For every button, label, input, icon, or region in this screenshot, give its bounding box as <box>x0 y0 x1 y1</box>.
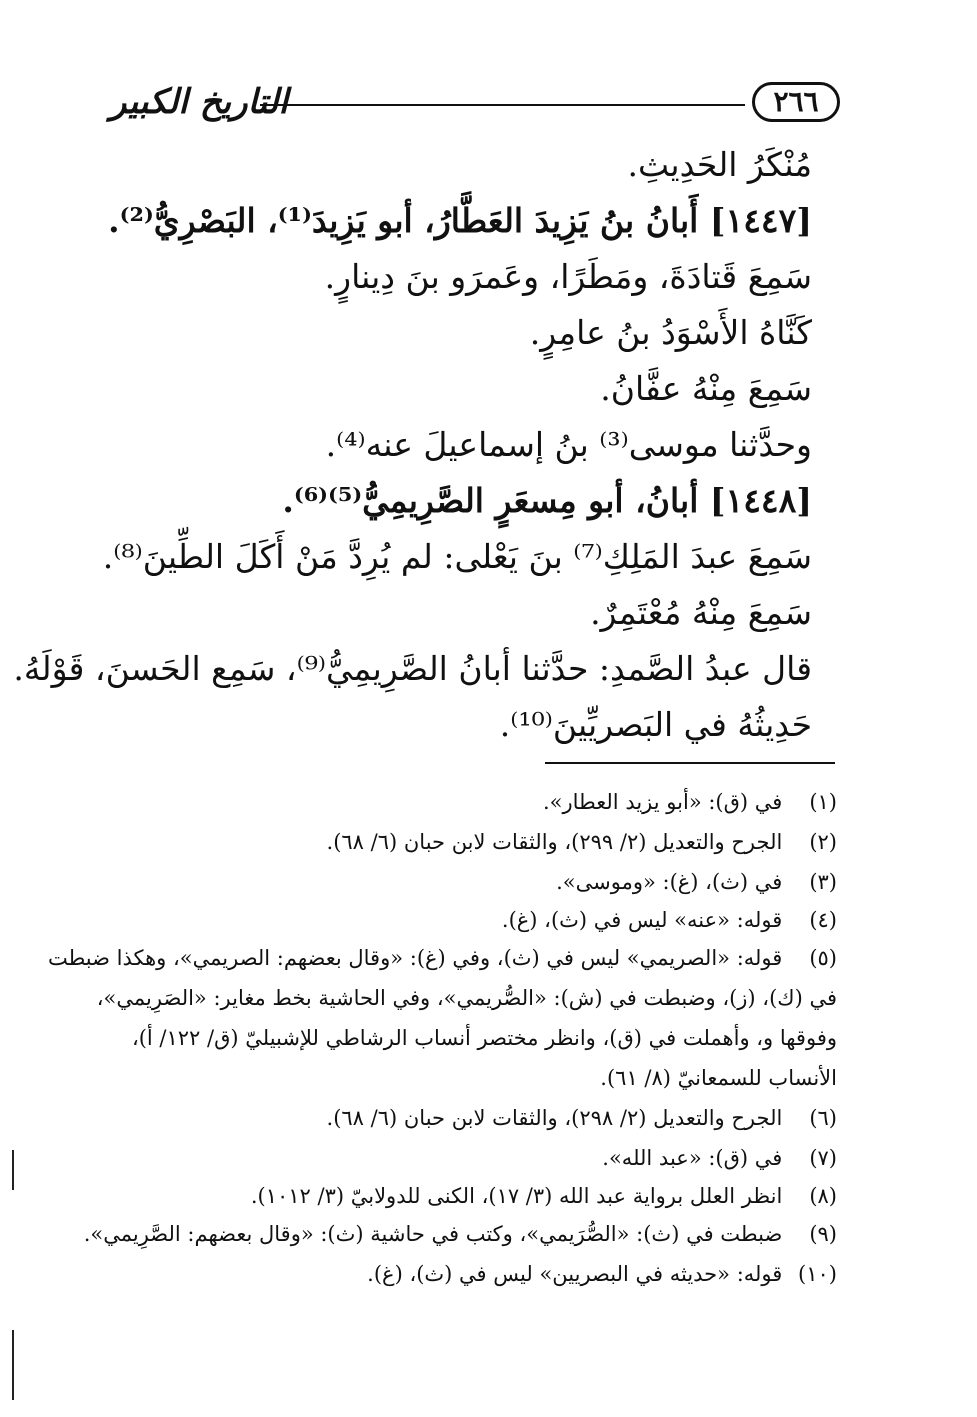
footnote-number: (٢) <box>809 830 837 854</box>
footnote-continuation: في (ك)، (ز)، وضبطت في (ش): «الصُّريمي»، وفي الحاشية بخط مغاير: «الصَرِيمي»، <box>96 986 837 1010</box>
scan-margin-mark <box>12 1150 14 1190</box>
footnote-text: في (ق): «أبو يزيد العطار». <box>542 790 783 814</box>
footnote-number: (٤) <box>809 908 837 932</box>
text-line: حَدِيثُهُ في البَصريِّينَ⁽¹⁰⁾. <box>499 705 812 744</box>
footnote-number: (٦) <box>809 1106 837 1130</box>
footnote-number: (٧) <box>809 1146 837 1170</box>
footnote-text: قوله: «حديثه في البصريين» ليس في (ث)، (غ). <box>367 1262 783 1286</box>
running-title: التاريخ الكبير <box>110 82 288 122</box>
text-line: سَمِعَ مِنْهُ مُعْتَمِرٌ. <box>590 593 812 632</box>
footnote-number: (٣) <box>809 870 837 894</box>
footnote <box>327 830 837 854</box>
header-rule <box>260 104 745 106</box>
footnote-separator <box>545 762 835 764</box>
entry-heading-1447: [١٤٤٧] أَبانُ بنُ يَزِيدَ العَطَّارُ، أبو يَزِيدَ⁽¹⁾، البَصْرِيُّ⁽²⁾. <box>108 201 812 240</box>
footnote <box>502 908 837 932</box>
footnote-number: (١) <box>809 790 837 814</box>
footnote <box>556 870 837 894</box>
page-number: ٢٦٦ <box>752 82 840 122</box>
footnote <box>84 1222 837 1246</box>
text-line: قال عبدُ الصَّمدِ: حدَّثنا أبانُ الصَّرِيمِيُّ⁽⁹⁾، سَمِع الحَسنَ، قَوْلَهُ. <box>13 649 812 688</box>
footnote-number: (٨) <box>809 1184 837 1208</box>
scan-margin-mark <box>12 1330 14 1400</box>
footnote-text: في (ث)، (غ): «وموسى». <box>556 870 783 894</box>
footnote <box>543 790 837 814</box>
text-line: وحدَّثنا موسى⁽³⁾ بنُ إسماعيلَ عنه⁽⁴⁾. <box>325 425 812 464</box>
footnote <box>327 1106 837 1130</box>
footnote-continuation: وفوقها و، وأهملت في (ق)، وانظر مختصر أنساب الرشاطي للإشبيليّ (ق/ ١٢٢/ أ)، <box>131 1026 837 1050</box>
text-line: سَمِعَ قَتادَةَ، ومَطَرًا، وعَمرَو بنَ دِينارٍ. <box>324 257 812 296</box>
footnote-text: الجرح والتعديل (٢/ ٢٩٨)، والثقات لابن حبان (٦/ ٦٨). <box>326 1106 783 1130</box>
footnote-number: (٥) <box>809 946 837 970</box>
footnote-text: الجرح والتعديل (٢/ ٢٩٩)، والثقات لابن حبان (٦/ ٦٨). <box>326 830 783 854</box>
footnote <box>367 1262 837 1286</box>
entry-heading-1448: [١٤٤٨] أبانُ، أبو مِسعَرٍ الصَّرِيمِيُّ⁽⁵⁾⁽⁶⁾. <box>282 481 812 520</box>
footnote-continuation: الأنساب للسمعانيّ (٨/ ٦١). <box>600 1066 837 1090</box>
footnote-number: (١٠) <box>798 1262 837 1286</box>
text-line: مُنْكَرُ الحَدِيثِ. <box>627 145 812 184</box>
footnote-text: قوله: «الصريمي» ليس في (ث)، وفي (غ): «وقال بعضهم: الصريمي»، وهكذا ضبطت <box>47 946 783 970</box>
footnote-number: (٩) <box>809 1222 837 1246</box>
footnote-text: قوله: «عنه» ليس في (ث)، (غ). <box>501 908 783 932</box>
text-line: سَمِعَ عبدَ المَلِكِ⁽⁷⁾ بنَ يَعْلى: لم يُرِدَّ مَنْ أَكَلَ الطِّينَ⁽⁸⁾. <box>102 537 812 576</box>
footnote <box>48 946 837 970</box>
page-header <box>110 80 840 128</box>
footnote <box>602 1146 837 1170</box>
footnote <box>251 1184 837 1208</box>
footnote-text: انظر العلل برواية عبد الله (٣/ ١٧)، الكنى للدولابيّ (٣/ ١٠١٢). <box>250 1184 783 1208</box>
text-line: كَنَّاهُ الأَسْوَدُ بنُ عامِرٍ. <box>529 313 812 352</box>
footnote-text: في (ق): «عبد الله». <box>602 1146 783 1170</box>
text-line: سَمِعَ مِنْهُ عفَّانُ. <box>600 369 812 408</box>
footnote-text: ضبطت في (ث): «الصُّرَيمي»، وكتب في حاشية (ث): «وقال بعضهم: الصَّرِيمي». <box>83 1222 783 1246</box>
